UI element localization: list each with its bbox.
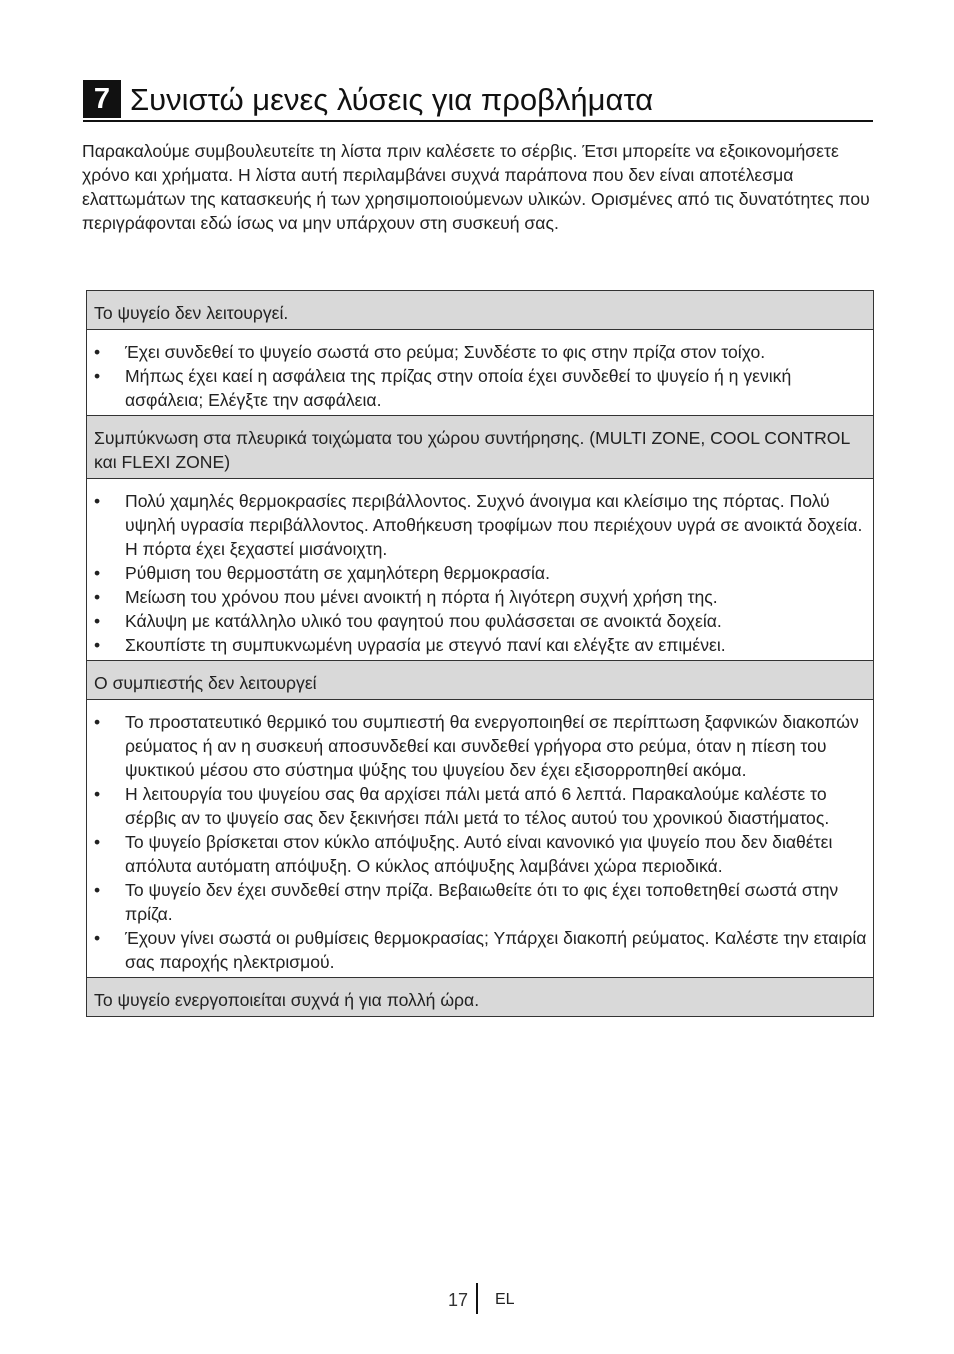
solution-item — [87, 561, 867, 585]
solution-item — [87, 364, 867, 412]
problem-header: Συμπύκνωση στα πλευρικά τοιχώματα του χώρου συντήρησης. (MULTI ZONE, COOL CONTROL και FLEXI ZONE) — [87, 416, 873, 479]
bullet-icon: • — [94, 491, 101, 511]
solution-list — [87, 700, 873, 978]
solution-item — [87, 926, 867, 974]
solution-item — [87, 782, 867, 830]
solution-text: Κάλυψη με κατάλληλο υλικό του φαγητού που φυλάσσεται σε ανοικτά δοχεία. — [125, 611, 722, 631]
solution-text: Μείωση του χρόνου που μένει ανοικτή η πόρτα ή λιγότερη συχνή χρήση της. — [125, 587, 718, 607]
solution-item — [87, 878, 867, 926]
intro-paragraph: Παρακαλούμε συμβουλευτείτε τη λίστα πριν καλέσετε το σέρβις. Έτσι μπορείτε να εξοικονομήσετε χρόνο και χρήματα. Η λίστα αυτή περιλαμβάνει συχνά παράπονα που δεν είναι αποτέλεσμα ελαττωμάτων της κατασκευής ή των χρησιμοποιούμενων υλικών. Ορισμένες από τις δυνατότητες που περιγράφονται εδώ ίσως να μην υπάρχουν στη συσκευή σας. — [82, 141, 870, 233]
bullet-icon: • — [94, 587, 101, 607]
solution-text: Το ψυγείο δεν έχει συνδεθεί στην πρίζα. Βεβαιωθείτε ότι το φις έχει τοποθετηθεί σωστά στην πρίζα. — [125, 880, 839, 924]
page-number: 17 — [447, 1290, 468, 1310]
bullet-icon: • — [94, 712, 101, 732]
solution-text: Το ψυγείο βρίσκεται στον κύκλο απόψυξης. Αυτό είναι κανονικό για ψυγείο που δεν διαθέτει απόλυτα αυτόματη απόψυξη. Ο κύκλος απόψυξης λαμβάνει χώρα περιοδικά. — [125, 832, 833, 876]
problem-header: Ο συμπιεστής δεν λειτουργεί — [87, 661, 873, 700]
solution-list — [87, 479, 873, 661]
problem-header: Το ψυγείο ενεργοποιείται συχνά ή για πολλή ώρα. — [87, 978, 873, 1016]
solution-item — [87, 609, 867, 633]
solution-list — [87, 330, 873, 416]
solution-text: Το προστατευτικό θερμικό του συμπιεστή θα ενεργοποιηθεί σε περίπτωση ξαφνικών διακοπών ρεύματος ή αν η συσκευή αποσυνδεθεί και συνδεθεί γρήγορα στο ρεύμα, όταν η πίεση του ψυκτικού μέσου στο σύστημα ψύξης του ψυγείου δεν έχει εξισορροπηθεί ακόμα. — [125, 712, 859, 780]
language-code: EL — [495, 1291, 515, 1308]
bullet-icon: • — [94, 342, 101, 362]
troubleshooting-table — [86, 290, 874, 1017]
bullet-icon: • — [94, 366, 101, 386]
solution-item — [87, 830, 867, 878]
problem-header: Το ψυγείο δεν λειτουργεί. — [87, 291, 873, 330]
solution-item — [87, 340, 867, 364]
bullet-icon: • — [94, 880, 101, 900]
bullet-icon: • — [94, 563, 101, 583]
solution-text: Πολύ χαμηλές θερμοκρασίες περιβάλλοντος. Συχνό άνοιγμα και κλείσιμο της πόρτας. Πολύ υψηλή υγρασία περιβάλλοντος. Αποθήκευση τροφίμων που περιέχουν υγρά σε ανοικτά δοχεία. Η πόρτα έχει ξεχαστεί μισάνοιχτη. — [125, 491, 863, 559]
solution-item — [87, 710, 867, 782]
section-title: Συνιστώ μενες λύσεις για προβλήματα — [130, 82, 654, 117]
bullet-icon: • — [94, 611, 101, 631]
solution-text: Μήπως έχει καεί η ασφάλεια της πρίζας στην οποία έχει συνδεθεί το ψυγείο ή η γενική ασφάλεια; Ελέγξτε την ασφάλεια. — [125, 366, 792, 410]
footer-divider — [476, 1283, 478, 1314]
solution-item — [87, 633, 867, 657]
bullet-icon: • — [94, 635, 101, 655]
solution-text: Ρύθμιση του θερμοστάτη σε χαμηλότερη θερμοκρασία. — [125, 563, 550, 583]
solution-text: Έχει συνδεθεί το ψυγείο σωστά στο ρεύμα; Συνδέστε το φις στην πρίζα στον τοίχο. — [125, 342, 766, 362]
bullet-icon: • — [94, 928, 101, 948]
bullet-icon: • — [94, 832, 101, 852]
solution-item — [87, 585, 867, 609]
solution-text: Έχουν γίνει σωστά οι ρυθμίσεις θερμοκρασίας; Υπάρχει διακοπή ρεύματος. Καλέστε την εταιρία σας παροχής ηλεκτρισμού. — [125, 928, 867, 972]
section-number: 7 — [83, 80, 121, 118]
section-heading — [83, 80, 873, 122]
solution-text: Η λειτουργία του ψυγείου σας θα αρχίσει πάλι μετά από 6 λεπτά. Παρακαλούμε καλέστε το σέρβις αν το ψυγείο σας δεν ξεκινήσει πάλι μετά το τέλος αυτού του χρονικού διαστήματος. — [125, 784, 830, 828]
bullet-icon: • — [94, 784, 101, 804]
solution-item — [87, 489, 867, 561]
solution-text: Σκουπίστε τη συμπυκνωμένη υγρασία με στεγνό πανί και ελέγξτε αν επιμένει. — [125, 635, 726, 655]
